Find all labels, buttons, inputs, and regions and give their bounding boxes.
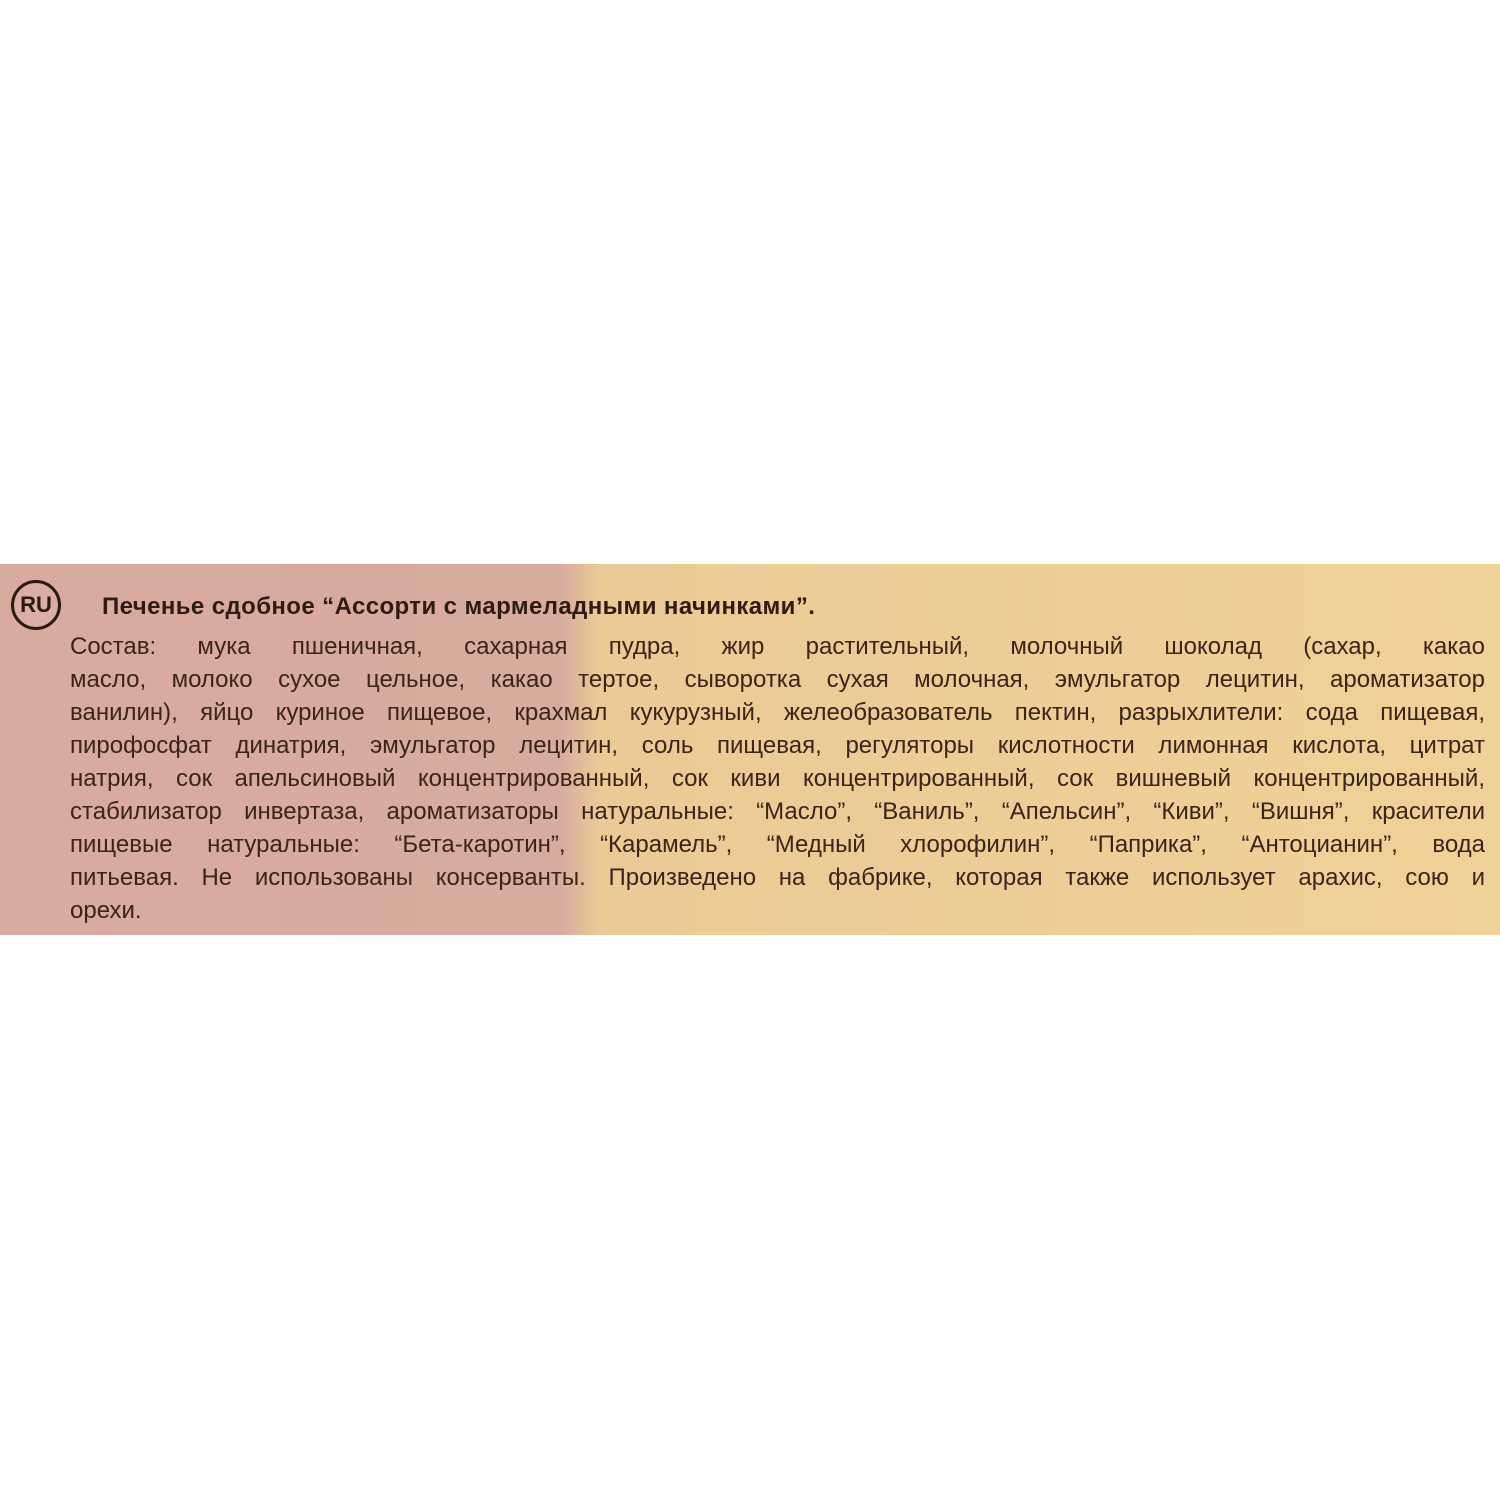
ru-language-badge: RU — [11, 580, 61, 630]
composition-text — [70, 630, 1485, 927]
composition-line: ванилин), яйцо куриное пищевое, крахмал кукурузный, желеобразователь пектин, разрыхлители: сода пищевая, — [70, 699, 1485, 726]
composition-line: масло, молоко сухое цельное, какао тертое, сыворотка сухая молочная, эмульгатор лецитин, ароматизатор — [70, 666, 1485, 693]
composition-line: орехи. — [70, 897, 142, 924]
composition-line: питьевая. Не использованы консерванты. Произведено на фабрике, которая также использует арахис, сою и — [70, 864, 1485, 891]
product-title: Печенье сдобное “Ассорти с мармеладными начинками”. — [102, 593, 816, 620]
composition-line: пирофосфат динатрия, эмульгатор лецитин, соль пищевая, регуляторы кислотности лимонная кислота, цитрат — [70, 732, 1485, 759]
composition-line: стабилизатор инвертаза, ароматизаторы натуральные: “Масло”, “Ваниль”, “Апельсин”, “Киви”, “Вишня”, красители — [70, 798, 1485, 825]
composition-line: Состав: мука пшеничная, сахарная пудра, жир растительный, молочный шоколад (сахар, какао — [70, 633, 1485, 660]
ingredients-label-band — [0, 564, 1500, 935]
composition-line: пищевые натуральные: “Бета-каротин”, “Карамель”, “Медный хлорофилин”, “Паприка”, “Антоцианин”, вода — [70, 831, 1485, 858]
composition-line: натрия, сок апельсиновый концентрированный, сок киви концентрированный, сок вишневый концентрированный, — [70, 765, 1485, 792]
